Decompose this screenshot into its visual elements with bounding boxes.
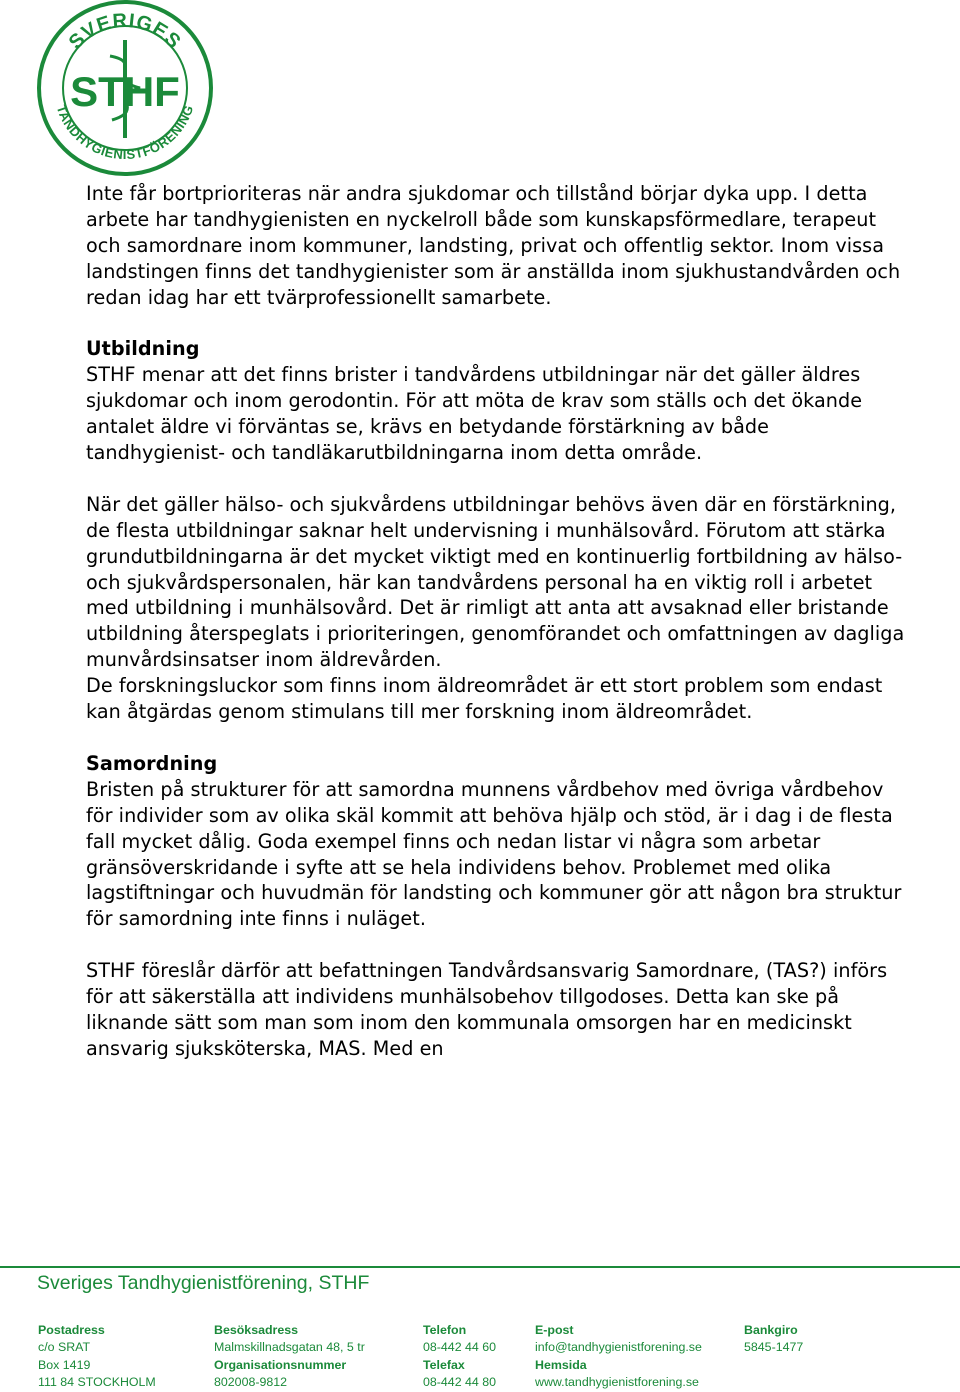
paragraph-samordning-1: Bristen på strukturer för att samordna munnens vårdbehov med övriga vårdbehov för individer som av olika skäl kommit att behöva hjälp och stöd, är i dag i de flesta fall mycket dålig. Goda exempel finns och nedan listar vi några som arbetar gränsöverskridande i syfte att se hela individens behov. Problemet med olika lagstiftningar och huvudmän för landsting och kommuner gör att någon bra struktur för samordning inte finns i nuläget. bbox=[86, 777, 902, 931]
sthf-logo-emblem bbox=[34, 0, 216, 176]
footer-value: Box 1419 bbox=[38, 1357, 91, 1372]
paragraph-samordning-2: STHF föreslår därför att befattningen Tandvårdsansvarig Samordnare, (TAS?) införs för att säkerställa att individens munhälsobehov tillgodoses. Detta kan ske på liknande sätt som man som inom den kommunala omsorgen har en medicinskt ansvarig sjuksköterska, MAS. Med en bbox=[86, 959, 888, 1060]
logo-text-bottom: TANDHYGIENISTFÖRENING bbox=[53, 102, 197, 163]
paragraph-utbildning-3: De forskningsluckor som finns inom äldreområdet är ett stort problem som endast kan åtgärdas genom stimulans till mer forskning inom äldreområdet. bbox=[86, 674, 883, 724]
footer-value: c/o SRAT bbox=[38, 1340, 91, 1355]
footer-label-bankgiro: Bankgiro bbox=[744, 1323, 798, 1337]
footer-col-bankgiro bbox=[744, 1322, 803, 1357]
footer-value: 5845-1477 bbox=[744, 1340, 804, 1355]
footer-value: 111 84 STOCKHOLM bbox=[38, 1375, 156, 1390]
footer-col-telefon bbox=[423, 1322, 496, 1392]
footer-email-link[interactable]: info@tandhygienistforening.se bbox=[535, 1340, 702, 1355]
footer-label-postadress: Postadress bbox=[38, 1323, 105, 1337]
footer-label-telefon: Telefon bbox=[423, 1323, 467, 1337]
document-body bbox=[86, 181, 906, 1062]
heading-utbildning: Utbildning bbox=[86, 337, 200, 361]
paragraph-utbildning-2: När det gäller hälso- och sjukvårdens utbildningar behövs även där en förstärkning, de flesta utbildningar saknar helt undervisning i munhälsovård. Förutom att stärka grundutbildningarna är det mycket viktigt med en kontinuerlig fortbildning av hälso- och sjukvårdspersonalen, här kan tandvårdens personal ha en viktig roll i arbetet med utbildning i munhälsovård. Det är rimligt att anta att avsaknad eller bristande utbildning återspeglats i prioriteringen, genomförandet och omfattningen av dagliga munvårdsinsatser inom äldrevården. bbox=[86, 492, 905, 672]
footer-contact-grid bbox=[0, 1322, 960, 1392]
paragraph-utbildning-1: STHF menar att det finns brister i tandvårdens utbildningar när det gäller äldres sjukdomar och inom gerodontin. För att möta de krav som ställs och det ökande antalet äldre vi förväntas se, krävs en betydande förstärkning av både tandhygienist- och tandläkarutbildningarna inom detta område. bbox=[86, 363, 863, 465]
logo-monogram: STHF bbox=[70, 68, 180, 115]
footer-col-epost bbox=[535, 1322, 702, 1392]
footer-label-telefax: Telefax bbox=[423, 1357, 465, 1372]
footer-org-name: Sveriges Tandhygienistförening, STHF bbox=[37, 1272, 370, 1294]
footer-value: 08-442 44 80 bbox=[423, 1375, 497, 1390]
footer-col-besoksadress bbox=[214, 1322, 365, 1392]
footer-website-link[interactable]: www.tandhygienistforening.se bbox=[535, 1375, 699, 1390]
paragraph-intro: Inte får bortprioriteras när andra sjukdomar och tillstånd börjar dyka upp. I detta arbete har tandhygienisten en nyckelroll både som kunskapsförmedlare, terapeut och samordnare inom kommuner, landsting, privat och offentlig sektor. Inom vissa landstingen finns det tandhygienister som är anställda inom sjukhustandvården och redan idag har ett tvärprofessionellt samarbete. bbox=[86, 182, 901, 309]
footer-label-hemsida: Hemsida bbox=[535, 1357, 587, 1372]
logo-text-top: SVERIGES bbox=[64, 9, 186, 54]
footer-label-besoksadress: Besöksadress bbox=[214, 1323, 299, 1337]
footer-label-epost: E-post bbox=[535, 1323, 574, 1337]
footer-value: Malmskillnadsgatan 48, 5 tr bbox=[214, 1340, 365, 1355]
footer-divider bbox=[0, 1266, 960, 1268]
footer-value: 08-442 44 60 bbox=[423, 1340, 497, 1355]
footer-label-orgnr: Organisationsnummer bbox=[214, 1357, 347, 1372]
footer-value: 802008-9812 bbox=[214, 1375, 288, 1390]
heading-samordning: Samordning bbox=[86, 751, 218, 775]
sthf-logo bbox=[34, 0, 216, 176]
footer-col-postadress bbox=[38, 1322, 156, 1392]
